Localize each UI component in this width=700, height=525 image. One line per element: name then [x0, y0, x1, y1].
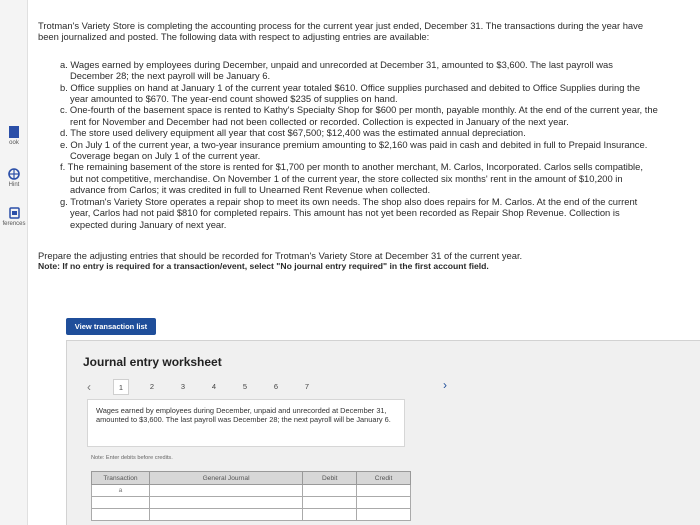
- page-button-1[interactable]: 1: [113, 379, 129, 395]
- column-header-general-journal: General Journal: [149, 472, 302, 485]
- account-select[interactable]: [149, 485, 302, 497]
- account-select[interactable]: [149, 497, 302, 509]
- view-transaction-list-button[interactable]: View transaction list: [66, 318, 156, 335]
- page-button-2[interactable]: 2: [149, 382, 155, 391]
- table-row: [92, 497, 411, 509]
- table-row: [92, 485, 411, 497]
- sidebar-item-ebook[interactable]: [0, 126, 28, 146]
- table-row: [92, 509, 411, 521]
- book-icon: [9, 126, 19, 138]
- left-sidebar: [0, 0, 28, 525]
- problem-intro: Trotman's Variety Store is completing the accounting process for the current year just ended, December 31. The transactions during the year have been journalized and posted. The following data with respect to adjusting entries are available:: [38, 20, 644, 43]
- sidebar-item-label: ook: [9, 140, 19, 146]
- adjusting-data-list: [38, 59, 658, 230]
- credit-input[interactable]: [357, 509, 411, 521]
- worksheet-pagination: [87, 379, 457, 395]
- sidebar-item-hint[interactable]: [0, 168, 28, 188]
- transaction-cell: [92, 509, 150, 521]
- list-item: c. One-fourth of the basement space is rented to Kathy's Specialty Shop for $600 per month, payable monthly. At the end of the current year, the rent for November and December had not been collected or recorded. Collection is expected in January of the next year.: [60, 104, 658, 127]
- chevron-right-icon[interactable]: ›: [443, 378, 447, 392]
- page-button-7[interactable]: 7: [304, 382, 310, 391]
- instruction-note: Note: If no entry is required for a transaction/event, select "No journal entry required" in the first account field.: [38, 261, 489, 272]
- debit-input[interactable]: [303, 509, 357, 521]
- sidebar-item-label: Hint: [8, 182, 20, 188]
- page-button-5[interactable]: 5: [242, 382, 248, 391]
- list-item: d. The store used delivery equipment all year that cost $67,500; $12,400 was the estimated annual depreciation.: [60, 127, 526, 139]
- table-header-row: [92, 472, 411, 485]
- sidebar-item-label: ferences: [2, 221, 26, 227]
- column-header-transaction: Transaction: [92, 472, 150, 485]
- list-item: e. On July 1 of the current year, a two-year insurance premium amounting to $2,160 was paid in cash and debited in full to Prepaid Insurance. Coverage began on July 1 of the current year.: [60, 138, 648, 162]
- credit-input[interactable]: [357, 497, 411, 509]
- account-select[interactable]: [149, 509, 302, 521]
- column-header-debit: Debit: [303, 472, 357, 485]
- journal-entry-worksheet: [66, 340, 700, 525]
- debit-input[interactable]: [303, 497, 357, 509]
- worksheet-title: Journal entry worksheet: [83, 355, 222, 369]
- chevron-left-icon[interactable]: ‹: [87, 380, 91, 394]
- page-button-3[interactable]: 3: [180, 382, 186, 391]
- list-item: a. Wages earned by employees during December, unpaid and unrecorded at December 31, amounted to $3,600. The last payroll was December 28; the next payroll will be January 6.: [60, 58, 613, 82]
- journal-table: [91, 471, 411, 521]
- column-header-credit: Credit: [357, 472, 411, 485]
- hint-icon: [8, 168, 20, 180]
- sidebar-item-references[interactable]: [0, 207, 28, 227]
- list-item: g. Trotman's Variety Store operates a repair shop to meet its own needs. The shop also does repairs for M. Carlos. At the end of the current year, Carlos had not paid $810 for completed repairs. This amount has not yet been recorded as Repair Shop Revenue. Collection is expected during January of next year.: [60, 195, 638, 230]
- list-item: b. Office supplies on hand at January 1 of the current year totaled $610. Office supplies purchased and debited to Office Supplies during the year amounted to $670. The year-end count showed $235 of supplies on hand.: [60, 81, 641, 105]
- debit-input[interactable]: [303, 485, 357, 497]
- page-button-6[interactable]: 6: [273, 382, 279, 391]
- instructions: Prepare the adjusting entries that should be recorded for Trotman's Variety Store at December 31 of the current year.: [38, 249, 523, 261]
- debit-credit-note: Note: Enter debits before credits.: [91, 455, 173, 461]
- page-button-4[interactable]: 4: [211, 382, 217, 391]
- transaction-cell: [92, 497, 150, 509]
- list-item: f. The remaining basement of the store is rented for $1,700 per month to another merchant, M. Carlos, Incorporated. Carlos sells compatible, but not competitive, merchandise. On November 1 of the current year, the store collected six months' rent in the amount of $10,200 in advance from Carlos; it was credited in full to Unearned Rent Revenue when collected.: [60, 161, 643, 196]
- transaction-cell: a: [92, 485, 150, 497]
- references-icon: [9, 207, 20, 219]
- transaction-description: Wages earned by employees during December, unpaid and unrecorded at December 31, amounted to $3,600. The last payroll was December 28; the next payroll will be January 6.: [87, 399, 405, 447]
- problem-statement: [38, 20, 658, 273]
- credit-input[interactable]: [357, 485, 411, 497]
